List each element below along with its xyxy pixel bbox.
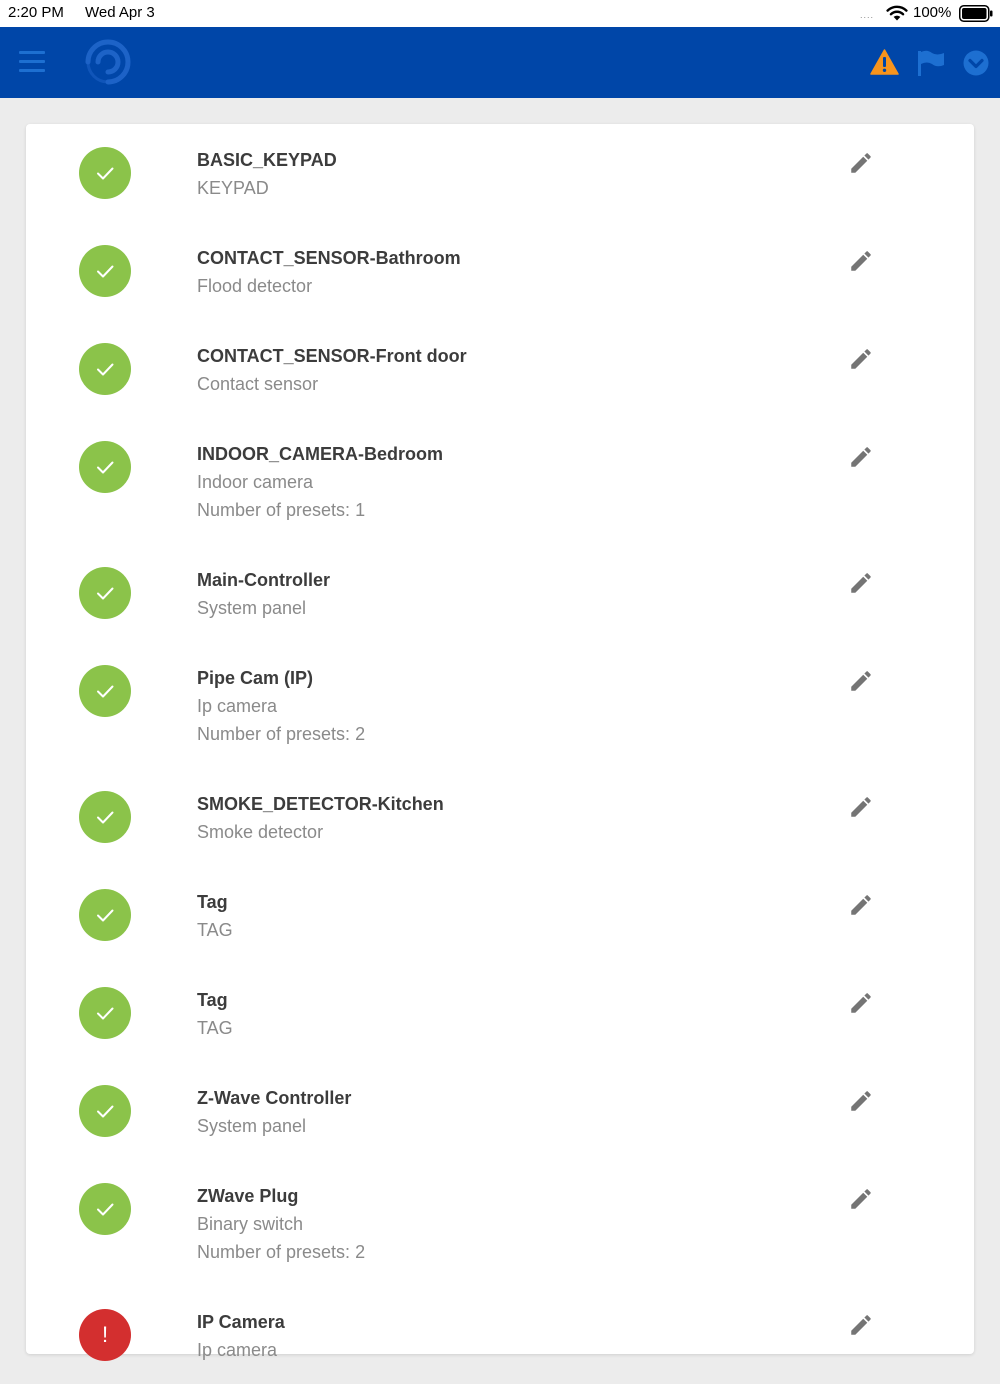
device-presets: Number of presets: 2 — [197, 724, 366, 744]
device-type: Indoor camera — [197, 472, 314, 492]
device-type: Flood detector — [197, 276, 313, 296]
edit-pencil-icon[interactable] — [848, 150, 874, 176]
device-row[interactable] — [26, 222, 974, 320]
device-type: Contact sensor — [197, 374, 319, 394]
device-name: ZWave Plug — [197, 1186, 299, 1206]
device-name: CONTACT_SENSOR-Bathroom — [197, 248, 461, 268]
device-presets: Number of presets: 2 — [197, 1242, 366, 1262]
brand-logo[interactable] — [80, 34, 136, 90]
battery-icon — [959, 5, 993, 22]
device-type: TAG — [197, 1018, 233, 1038]
device-name: Pipe Cam (IP) — [197, 668, 314, 688]
device-name: Z-Wave Controller — [197, 1088, 352, 1108]
edit-pencil-icon[interactable] — [848, 1088, 874, 1114]
status-ok-check-icon — [79, 889, 131, 941]
device-row[interactable] — [26, 1062, 974, 1160]
status-ok-check-icon — [79, 567, 131, 619]
status-error-icon: ! — [79, 1309, 131, 1361]
device-name: IP Camera — [197, 1312, 285, 1332]
device-row[interactable] — [26, 964, 974, 1062]
device-type: KEYPAD — [197, 178, 269, 198]
device-type: System panel — [197, 598, 307, 618]
status-ok-check-icon — [79, 343, 131, 395]
device-row[interactable] — [26, 544, 974, 642]
device-name: INDOOR_CAMERA-Bedroom — [197, 444, 444, 464]
chevron-down-circle-icon[interactable] — [963, 50, 989, 76]
device-name: CONTACT_SENSOR-Front door — [197, 346, 467, 366]
edit-pencil-icon[interactable] — [848, 668, 874, 694]
edit-pencil-icon[interactable] — [848, 1312, 874, 1338]
status-time: 2:20 PM — [8, 4, 64, 21]
device-row[interactable] — [26, 1160, 974, 1286]
device-type: Ip camera — [197, 1340, 278, 1360]
device-type: Ip camera — [197, 696, 278, 716]
edit-pencil-icon[interactable] — [848, 570, 874, 596]
app-header — [0, 27, 1000, 98]
device-name: Main-Controller — [197, 570, 330, 590]
device-row[interactable] — [26, 418, 974, 544]
wifi-icon — [886, 5, 908, 21]
device-name: SMOKE_DETECTOR-Kitchen — [197, 794, 444, 814]
device-list-card — [26, 124, 974, 1360]
edit-pencil-icon[interactable] — [848, 248, 874, 274]
status-ok-check-icon — [79, 987, 131, 1039]
battery-percent: 100% — [913, 4, 952, 21]
device-row[interactable] — [26, 124, 974, 222]
device-list — [26, 124, 974, 1384]
edit-pencil-icon[interactable] — [848, 1186, 874, 1212]
status-ok-check-icon — [79, 441, 131, 493]
edit-pencil-icon[interactable] — [848, 346, 874, 372]
cellular-signal-icon: .... — [860, 10, 875, 20]
hamburger-menu-icon[interactable] — [19, 51, 45, 73]
device-type: System panel — [197, 1116, 307, 1136]
status-bar — [0, 0, 1000, 27]
device-row[interactable] — [26, 642, 974, 768]
edit-pencil-icon[interactable] — [848, 892, 874, 918]
status-ok-check-icon — [79, 147, 131, 199]
status-ok-check-icon — [79, 245, 131, 297]
status-date: Wed Apr 3 — [85, 4, 155, 21]
device-type: TAG — [197, 920, 233, 940]
device-name: Tag — [197, 990, 228, 1010]
edit-pencil-icon[interactable] — [848, 444, 874, 470]
status-ok-check-icon — [79, 1183, 131, 1235]
status-ok-check-icon — [79, 1085, 131, 1137]
flag-icon[interactable] — [917, 50, 945, 76]
device-row[interactable] — [26, 320, 974, 418]
device-row[interactable] — [26, 768, 974, 866]
edit-pencil-icon[interactable] — [848, 794, 874, 820]
edit-pencil-icon[interactable] — [848, 990, 874, 1016]
device-row[interactable] — [26, 866, 974, 964]
status-ok-check-icon — [79, 791, 131, 843]
device-row[interactable] — [26, 1286, 974, 1384]
warning-icon[interactable] — [870, 49, 899, 75]
device-name: Tag — [197, 892, 228, 912]
device-name: BASIC_KEYPAD — [197, 150, 337, 170]
device-type: Smoke detector — [197, 822, 324, 842]
device-type: Binary switch — [197, 1214, 304, 1234]
status-ok-check-icon — [79, 665, 131, 717]
device-presets: Number of presets: 1 — [197, 500, 366, 520]
